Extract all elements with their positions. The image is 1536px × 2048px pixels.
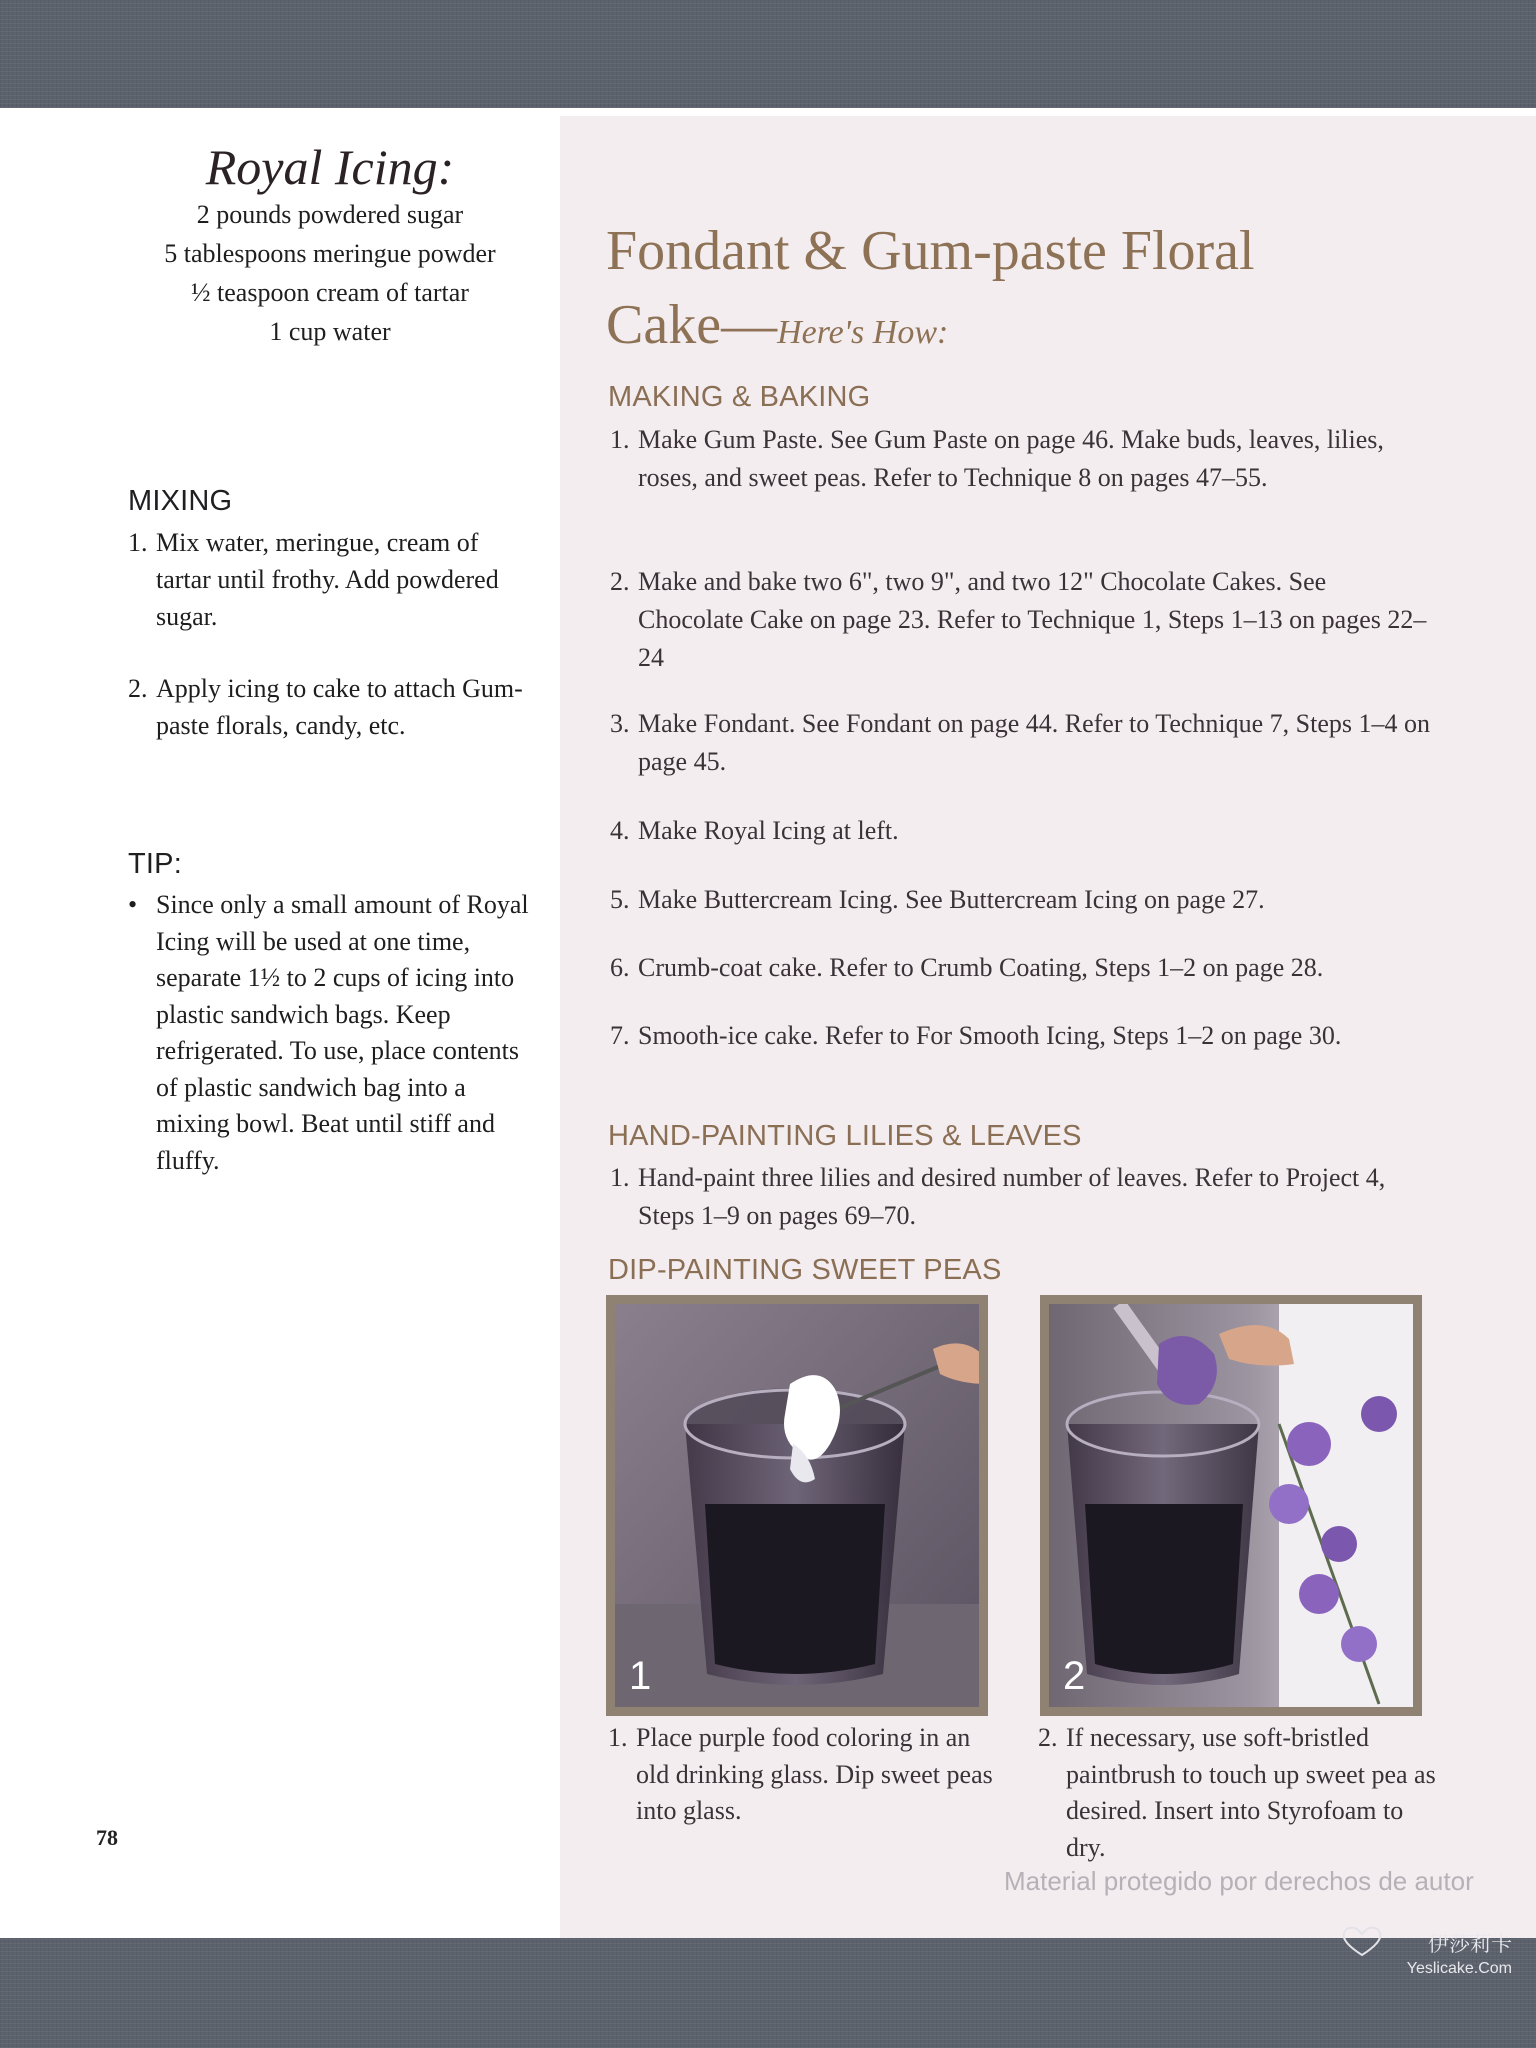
photo-drying-sweet-peas: [1040, 1295, 1422, 1716]
tip-text: Since only a small amount of Royal Icing will be used at one time, separate 1½ to 2 cups of icing into plastic sandwich bags. Keep refrigerated. To use, place contents of plastic sandwich bag into a mixing bowl. Beat until stiff and fluffy.: [156, 890, 529, 1175]
ingredient-item: 2 pounds powdered sugar: [196, 200, 464, 229]
photo-2-illustration: [1049, 1304, 1413, 1707]
step-text: Smooth-ice cake. Refer to For Smooth Icing, Steps 1–2 on page 30.: [638, 1021, 1342, 1050]
hand-painting-step: [610, 1159, 1430, 1235]
making-baking-heading: MAKING & BAKING: [608, 381, 871, 413]
step-number: 1.: [610, 425, 630, 454]
ingredient-item: 1 cup water: [269, 317, 391, 346]
hand-painting-steps: [610, 1159, 1430, 1235]
mixing-step: [128, 670, 538, 744]
step-number: 2.: [610, 567, 630, 596]
step-text: Make Fondant. See Fondant on page 44. Refer to Technique 7, Steps 1–4 on page 45.: [638, 709, 1431, 776]
caption-number: 2.: [1038, 1723, 1058, 1752]
site-name-url: Yeslicake.Com: [1406, 1960, 1512, 1977]
step-text: Make Buttercream Icing. See Buttercream Icing on page 27.: [638, 885, 1265, 914]
photo-number: 2: [1063, 1654, 1086, 1698]
making-step-list: [610, 881, 1430, 919]
tip-heading: TIP:: [128, 848, 182, 880]
making-step: [610, 421, 1430, 497]
mixing-steps: [128, 524, 538, 635]
step-text: Crumb-coat cake. Refer to Crumb Coating, Steps 1–2 on page 28.: [638, 953, 1324, 982]
step-number: 1.: [610, 1163, 630, 1192]
royal-icing-title: Royal Icing:: [205, 139, 455, 195]
making-step: [610, 812, 1430, 850]
step-text: Make Gum Paste. See Gum Paste on page 46. Make buds, leaves, lilies, roses, and sweet peas. Refer to Technique 8 on pages 47–55.: [638, 425, 1384, 492]
title-line-2: Cake—: [606, 294, 778, 356]
mixing-heading: MIXING: [128, 485, 233, 517]
step-text: Hand-paint three lilies and desired number of leaves. Refer to Project 4, Steps 1–9 on pages 69–70.: [638, 1163, 1386, 1230]
top-background-band: [0, 0, 1536, 108]
title-subtitle: Here's How:: [777, 314, 949, 351]
ingredient-list: [110, 195, 550, 351]
making-step: [610, 1017, 1430, 1055]
tip-item: [128, 887, 538, 1179]
caption-number: 1.: [608, 1723, 628, 1752]
making-step: [610, 881, 1430, 919]
making-step-list: [610, 949, 1430, 987]
photo-number: 1: [629, 1654, 652, 1698]
making-step-list: [610, 705, 1430, 781]
caption-item: [608, 1720, 1008, 1830]
caption-text: Place purple food coloring in an old drinking glass. Dip sweet peas into glass.: [636, 1723, 993, 1825]
ingredient-item: ½ teaspoon cream of tartar: [191, 278, 469, 307]
making-step: [610, 563, 1430, 677]
hand-painting-heading: HAND-PAINTING LILIES & LEAVES: [608, 1120, 1082, 1152]
making-step: [610, 705, 1430, 781]
step-text: Apply icing to cake to attach Gum-paste florals, candy, etc.: [156, 674, 523, 740]
making-step: [610, 949, 1430, 987]
making-step-list: [610, 1017, 1430, 1055]
bullet: •: [128, 890, 138, 919]
making-step-list: [610, 812, 1430, 850]
step-number: 7.: [610, 1021, 630, 1050]
bottom-background-band: [0, 1938, 1536, 2048]
title-line-1: Fondant & Gum-paste Floral: [606, 220, 1255, 282]
step-number: 6.: [610, 953, 630, 982]
photo-caption-2: [1038, 1720, 1438, 1866]
caption-item: [1038, 1720, 1438, 1866]
mixing-step: [128, 524, 538, 635]
ingredient-item: 5 tablespoons meringue powder: [164, 239, 496, 268]
tip-list: [128, 887, 538, 1179]
step-text: Make Royal Icing at left.: [638, 816, 899, 845]
step-text: Make and bake two 6", two 9", and two 12" Chocolate Cakes. See Chocolate Cake on page 23. Refer to Technique 1, Steps 1–13 on pages 22–24: [638, 567, 1427, 672]
copyright-watermark: Material protegido por derechos de autor: [1004, 1866, 1474, 1896]
photo-1-illustration: [615, 1304, 979, 1707]
making-step-list: [610, 563, 1430, 677]
photo-caption-1: [608, 1720, 1008, 1830]
dip-painting-heading: DIP-PAINTING SWEET PEAS: [608, 1254, 1002, 1286]
step-number: 2.: [128, 674, 148, 703]
photo-dipping-glass: [606, 1295, 988, 1716]
step-number: 3.: [610, 709, 630, 738]
page-title: [606, 214, 1486, 370]
step-number: 1.: [128, 528, 148, 557]
step-number: 5.: [610, 885, 630, 914]
page-number: 78: [96, 1825, 118, 1850]
site-badge: [1342, 1928, 1512, 1978]
mixing-steps: [128, 670, 538, 744]
caption-text: If necessary, use soft-bristled paintbrush to touch up sweet pea as desired. Insert into Styrofoam to dry.: [1066, 1723, 1436, 1862]
step-number: 4.: [610, 816, 630, 845]
step-text: Mix water, meringue, cream of tartar until frothy. Add powdered sugar.: [156, 528, 499, 631]
making-step-list: [610, 421, 1430, 497]
site-name-chinese: 伊莎莉卡: [1428, 1933, 1512, 1956]
